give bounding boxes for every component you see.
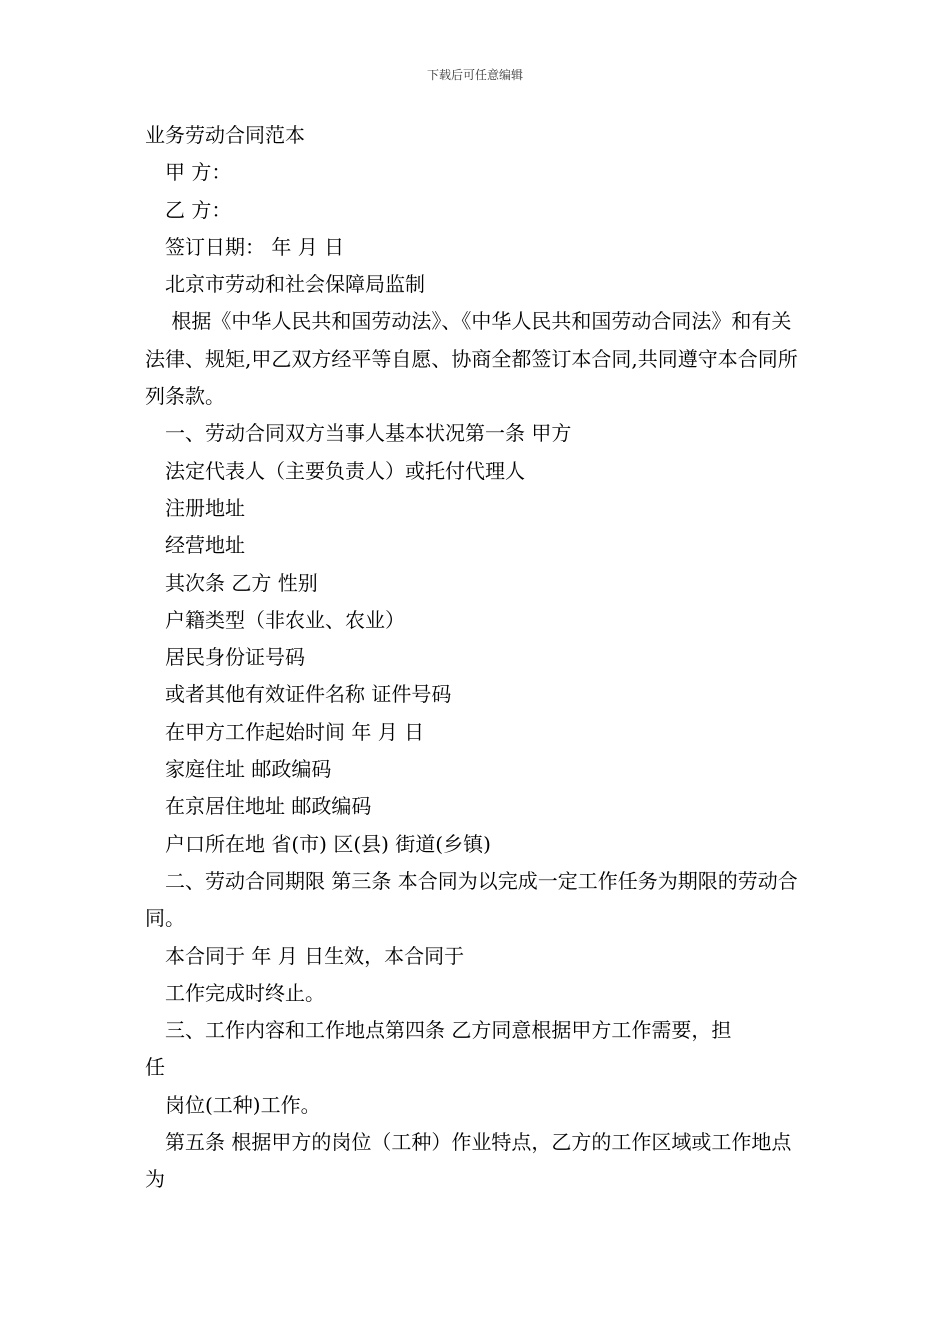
preamble-paragraph: 根据《中华人民共和国劳动法》、《中华人民共和国劳动合同法》和有关法律、规矩,甲乙双方经平等自愿、协商全都签订本合同,共同遵守本合同所列条款。 bbox=[145, 309, 798, 409]
reg-address-line: 注册地址 bbox=[165, 495, 245, 520]
home-address-line: 家庭住址 邮政编码 bbox=[165, 757, 332, 782]
legal-rep-line: 法定代表人（主要负责人）或托付代理人 bbox=[165, 458, 525, 483]
effective-line: 本合同于 年 月 日生效，本合同于 bbox=[165, 943, 465, 968]
document-title: 业务劳动合同范本 bbox=[145, 123, 305, 147]
hukou-location-line: 户口所在地 省(市) 区(县) 街道(乡镇) bbox=[165, 831, 491, 856]
start-time-line: 在甲方工作起始时间 年 月 日 bbox=[165, 719, 425, 744]
article-2-line: 其次条 乙方 性别 bbox=[165, 570, 318, 595]
party-b-line: 乙 方： bbox=[165, 197, 232, 222]
section-3-line-1: 三、工作内容和工作地点第四条 乙方同意根据甲方工作需要，担 bbox=[165, 1018, 732, 1043]
beijing-address-line: 在京居住地址 邮政编码 bbox=[165, 794, 372, 819]
section-2-paragraph: 二、劳动合同期限 第三条 本合同为以完成一定工作任务为期限的劳动合同。 bbox=[145, 868, 798, 931]
id-number-line: 居民身份证号码 bbox=[165, 645, 305, 670]
article-5-paragraph: 第五条 根据甲方的岗位（工种）作业特点，乙方的工作区域或工作地点为 bbox=[145, 1130, 792, 1192]
biz-address-line: 经营地址 bbox=[165, 533, 245, 558]
contract-body bbox=[145, 117, 810, 1199]
supervisor-line: 北京市劳动和社会保障局监制 bbox=[165, 272, 425, 297]
header-note: 下载后可任意编辑 bbox=[426, 68, 523, 82]
section-1-heading: 一、劳动合同双方当事人基本状况第一条 甲方 bbox=[165, 421, 572, 446]
party-a-line: 甲 方： bbox=[165, 160, 232, 185]
other-id-line: 或者其他有效证件名称 证件号码 bbox=[165, 682, 452, 707]
hukou-type-line: 户籍类型（非农业、农业） bbox=[165, 607, 405, 632]
position-line: 岗位(工种)工作。 bbox=[165, 1092, 321, 1117]
termination-line: 工作完成时终止。 bbox=[165, 980, 325, 1005]
section-3-line-2: 任 bbox=[145, 1055, 165, 1080]
sign-date-line: 签订日期： 年 月 日 bbox=[165, 234, 345, 259]
